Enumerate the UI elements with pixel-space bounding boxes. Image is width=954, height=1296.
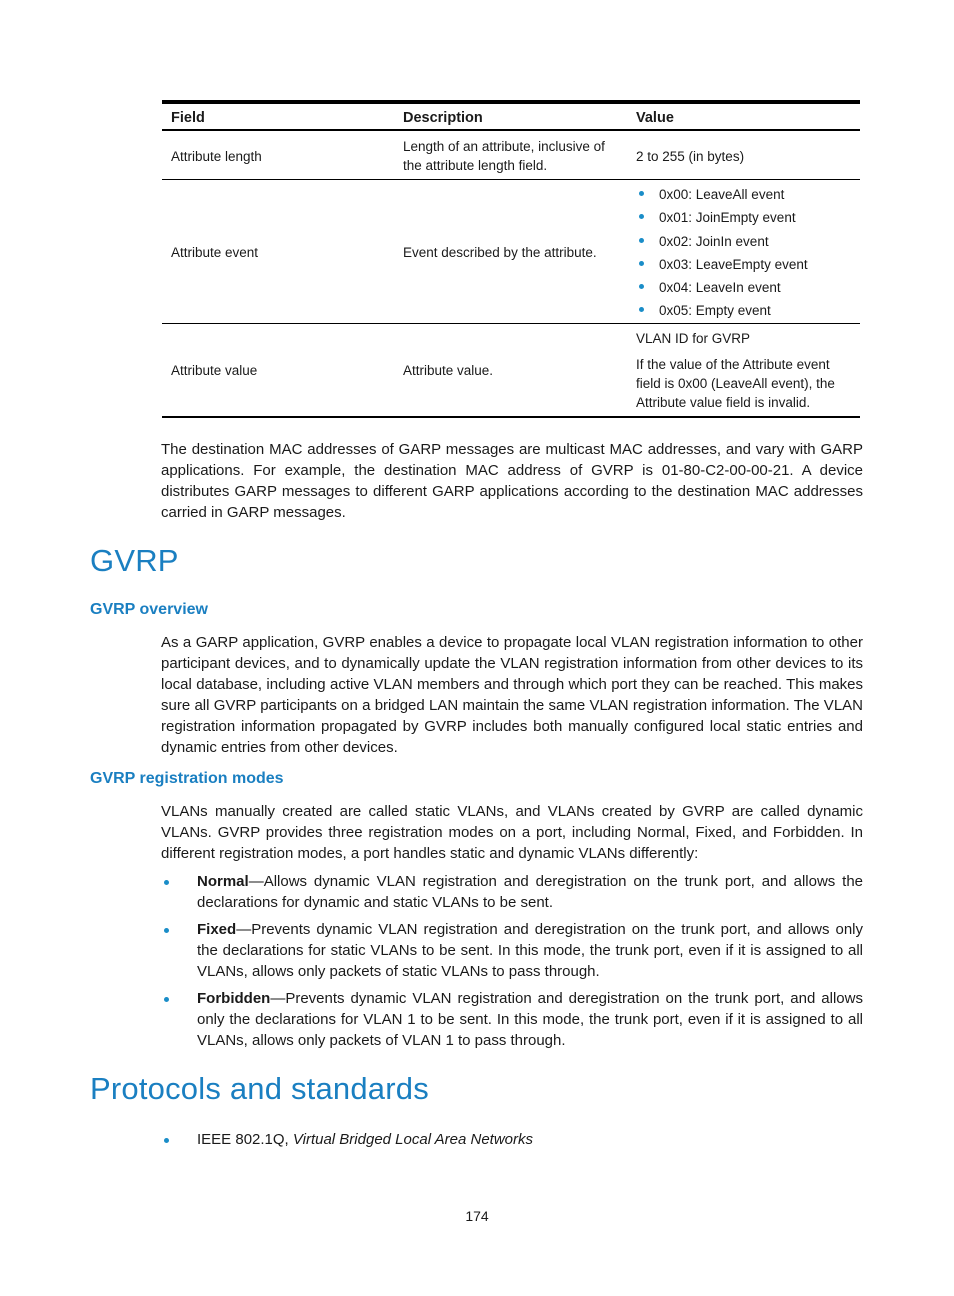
field-cell: Attribute event: [171, 245, 259, 260]
protocols-list: [161, 1129, 863, 1150]
subheading-registration-modes: GVRP registration modes: [90, 770, 284, 787]
registration-modes-list: [161, 871, 863, 1051]
event-value-list: [636, 185, 856, 325]
registration-modes-paragraph: VLANs manually created are called static VLANs, and VLANs created by GVRP are called dynamic VLANs. GVRP provides three registration modes on a port, including Normal, Fixed, and Forbidden. In different registration modes, a port handles static and dynamic VLANs differently:: [161, 803, 863, 862]
description-cell: Length of an attribute, inclusive of the attribute length field.: [403, 139, 605, 173]
bullet-icon: [164, 997, 169, 1002]
list-item: IEEE 802.1Q, Virtual Bridged Local Area Networks: [161, 1129, 863, 1150]
value-cell: 2 to 255 (in bytes): [636, 149, 745, 164]
bullet-icon: [639, 191, 644, 196]
gvrp-overview-paragraph: As a GARP application, GVRP enables a device to propagate local VLAN registration information to other participant devices, and to dynamically update the VLAN registration information from other devices to its local database, including active VLAN members and through which port they can be reached. This makes sure all GVRP participants on a bridged LAN maintain the same VLAN registration information. The VLAN registration information propagated by GVRP includes both manually configured local static entries and dynamic entries from other devices.: [161, 634, 863, 756]
value-cell-line1: VLAN ID for GVRP: [636, 331, 751, 346]
section-heading-protocols: Protocols and standards: [90, 1071, 429, 1106]
description-cell: Attribute value.: [403, 363, 494, 378]
table-header-field: Field: [171, 110, 205, 126]
bullet-icon: [164, 928, 169, 933]
table-row: [162, 131, 860, 180]
list-item: 0x05: Empty event: [636, 301, 856, 324]
description-cell: Event described by the attribute.: [403, 245, 597, 260]
bullet-icon: [639, 307, 644, 312]
bullet-icon: [639, 238, 644, 243]
list-item: Fixed—Prevents dynamic VLAN registration and deregistration on the trunk port, and allows only the declarations for static VLANs to be sent. In this mode, the trunk port, even if it is assigned to all VLANs, allows only packets of static VLANs to pass through.: [161, 919, 863, 982]
table-bottom-rule: [162, 416, 860, 418]
table-header: [162, 104, 860, 131]
list-item: Forbidden—Prevents dynamic VLAN registration and deregistration on the trunk port, and allows only the declarations for VLAN 1 to be sent. In this mode, the trunk port, even if it is assigned to all VLANs, allows only packets of VLAN 1 to pass through.: [161, 988, 863, 1051]
list-item: Normal—Allows dynamic VLAN registration and deregistration on the trunk port, and allows the declarations for dynamic and static VLANs to be sent.: [161, 871, 863, 913]
bullet-icon: [164, 1138, 169, 1143]
list-item: 0x00: LeaveAll event: [636, 185, 856, 208]
bullet-icon: [639, 261, 644, 266]
table-row: [162, 324, 860, 417]
bullet-icon: [639, 284, 644, 289]
field-cell: Attribute value: [171, 363, 258, 378]
intro-paragraph: The destination MAC addresses of GARP messages are multicast MAC addresses, and vary with GARP applications. For example, the destination MAC address of GVRP is 01-80-C2-00-00-21. A device distributes GARP messages to different GARP applications according to the destination MAC addresses carried in GARP messages.: [161, 441, 863, 521]
list-item: 0x02: JoinIn event: [636, 232, 856, 255]
list-item: 0x04: LeaveIn event: [636, 278, 856, 301]
value-cell-line2: If the value of the Attribute event field is 0x00 (LeaveAll event), the Attribute value field is invalid.: [636, 357, 835, 410]
bullet-icon: [164, 880, 169, 885]
table-row: [162, 180, 860, 324]
subheading-gvrp-overview: GVRP overview: [90, 601, 208, 618]
table-header-description: Description: [403, 110, 483, 126]
field-cell: Attribute length: [171, 149, 262, 164]
bullet-icon: [639, 214, 644, 219]
list-item: 0x03: LeaveEmpty event: [636, 255, 856, 278]
page-number: 174: [465, 1208, 489, 1224]
list-item: 0x01: JoinEmpty event: [636, 208, 856, 231]
table-header-value: Value: [636, 110, 674, 126]
section-heading-gvrp: GVRP: [90, 543, 179, 578]
